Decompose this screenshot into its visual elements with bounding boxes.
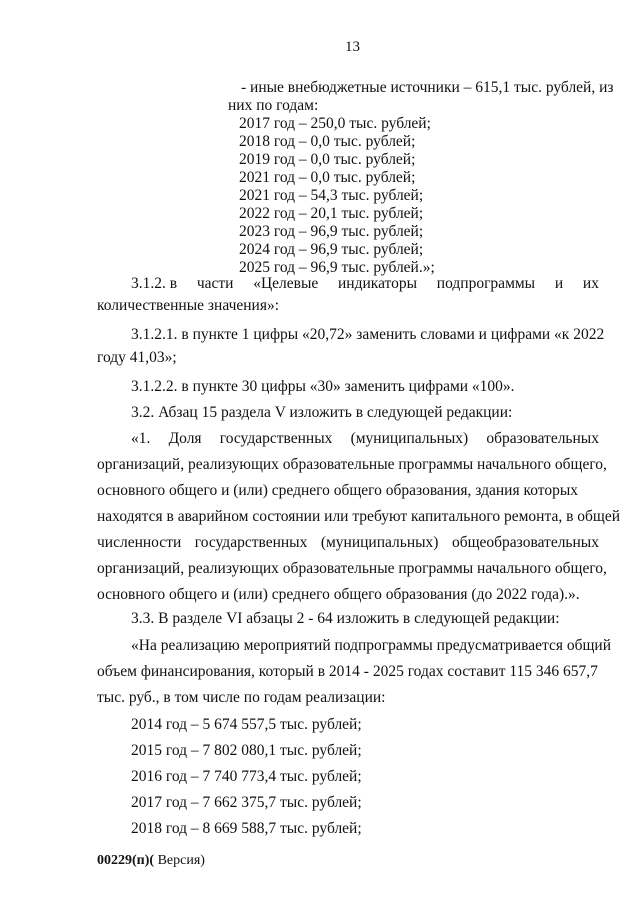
footer-version: Версия) [154, 853, 205, 868]
text-line: году 41,03»; [97, 349, 177, 366]
footer-code: 00229(п)( [97, 853, 155, 868]
text-line: количественные значения»: [97, 297, 280, 314]
text-line: основного общего и (или) среднего общего образования (до 2022 года).». [97, 586, 580, 603]
text-word: «Целевые [253, 275, 319, 292]
text-line: 2017 год – 7 662 375,7 тыс. рублей; [131, 794, 362, 811]
text-line: - иные внебюджетные источники – 615,1 тыс. рублей, из [241, 79, 614, 96]
text-line: 2015 год – 7 802 080,1 тыс. рублей; [131, 742, 362, 759]
text-line: объем финансирования, который в 2014 - 2025 годах составит 115 346 657,7 [97, 663, 598, 680]
text-word: Доля [168, 430, 202, 447]
text-word: части [196, 275, 234, 292]
text-word: «1. [131, 430, 151, 447]
text-word: (муниципальных) [320, 534, 439, 551]
text-word: и [554, 275, 564, 292]
text-line: 2021 год – 0,0 тыс. рублей; [239, 169, 416, 186]
text-line: 2023 год – 96,9 тыс. рублей; [239, 223, 424, 240]
text-line: «На реализацию мероприятий подпрограммы предусматривается общий [131, 637, 611, 654]
page-number: 13 [345, 39, 360, 55]
text-line: организаций, реализующих образовательные программы начального общего, [97, 560, 607, 577]
text-line: 2014 год – 5 674 557,5 тыс. рублей; [131, 716, 362, 733]
justified-line [97, 534, 599, 552]
text-line: 3.3. В разделе VI абзацы 2 - 64 изложить в следующей редакции: [131, 610, 560, 627]
text-line: 2016 год – 7 740 773,4 тыс. рублей; [131, 768, 362, 785]
text-word: их [582, 275, 599, 292]
text-line: 3.1.2.1. в пункте 1 цифры «20,72» заменить словами и цифрами «к 2022 [131, 326, 605, 343]
text-line: 2017 год – 250,0 тыс. рублей; [239, 115, 431, 132]
text-line: 2024 год – 96,9 тыс. рублей; [239, 241, 424, 258]
text-line: 2021 год – 54,3 тыс. рублей; [239, 187, 424, 204]
text-word: численности [97, 534, 182, 551]
text-word: государственных [219, 430, 333, 447]
text-line: 2018 год – 8 669 588,7 тыс. рублей; [131, 820, 362, 837]
text-word: 3.1.2. в [131, 275, 178, 292]
text-line: 2019 год – 0,0 тыс. рублей; [239, 151, 416, 168]
text-line: находятся в аварийном состоянии или требуют капитального ремонта, в общей [97, 508, 621, 525]
text-line: них по годам: [228, 97, 319, 114]
justified-line [131, 430, 599, 448]
text-line: тыс. руб., в том числе по годам реализации: [97, 689, 386, 706]
text-word: образовательных [486, 430, 599, 447]
text-word: подпрограммы [436, 275, 536, 292]
text-line: организаций, реализующих образовательные программы начального общего, [97, 456, 607, 473]
text-line: 2018 год – 0,0 тыс. рублей; [239, 133, 416, 150]
text-line: основного общего и (или) среднего общего образования, здания которых [97, 482, 579, 499]
text-line: 2025 год – 96,9 тыс. рублей.»; [239, 259, 435, 276]
text-line: 3.2. Абзац 15 раздела V изложить в следующей редакции: [131, 404, 513, 421]
text-word: общеобразовательных [451, 534, 599, 551]
text-word: индикаторы [338, 275, 418, 292]
text-line: 2022 год – 20,1 тыс. рублей; [239, 205, 424, 222]
text-word: государственных [194, 534, 308, 551]
text-word: (муниципальных) [350, 430, 469, 447]
text-line: 3.1.2.2. в пункте 30 цифры «30» заменить цифрами «100». [131, 378, 515, 395]
document-footer [97, 852, 205, 870]
justified-line [131, 275, 599, 293]
